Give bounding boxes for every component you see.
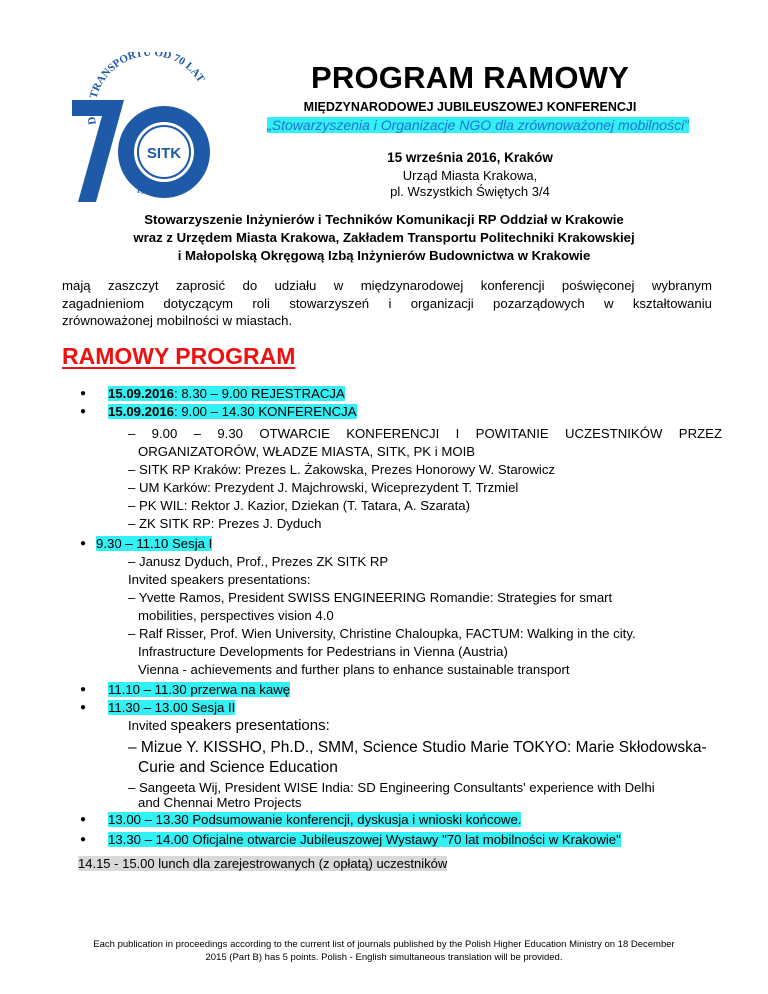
- list-item-registration: [82, 386, 345, 402]
- list-item-session-2: [82, 700, 235, 716]
- slogan-container: [228, 117, 728, 135]
- conference-date-label: 15.09.2016: [108, 404, 175, 419]
- session-2-line-3: – Sangeeta Wij, President WISE India: SD Engineering Consultants' experience with Delhi: [128, 780, 655, 795]
- session-1-line-1: – Yvette Ramos, President SWISS ENGINEERING Romandie: Strategies for smart: [128, 590, 613, 605]
- organizer-line: wraz z Urzędem Miasta Krakowa, Zakładem Transportu Politechniki Krakowskiej: [133, 230, 635, 245]
- coffee-break: 11.10 – 11.30 przerwa na kawę: [108, 682, 291, 697]
- session-1-chair: – Janusz Dyduch, Prof., Prezes ZK SITK RP: [128, 554, 389, 569]
- footer-note: [50, 939, 718, 964]
- opening-line-3: – SITK RP Kraków: Prezes L. Żakowska, Prezes Honorowy W. Starowicz: [128, 462, 556, 477]
- exhibition-text: 13.30 – 14.00 Oficjalne otwarcie Jubileuszowej Wystawy "70 lat mobilności w Krakowie": [108, 832, 621, 847]
- registration-date: 15.09.2016: [108, 386, 175, 401]
- session-1-title: 9.30 – 11.10 Sesja I: [96, 536, 213, 551]
- registration-text: : 8.30 – 9.00 REJESTRACJA: [174, 386, 345, 401]
- organizer-line: i Małopolską Okręgową Izbą Inżynierów Budownictwa w Krakowie: [177, 248, 591, 263]
- bullet-icon: ●: [80, 834, 87, 845]
- intro-line: zrównoważonej mobilności w miastach.: [62, 313, 293, 328]
- bullet-icon: ●: [80, 702, 87, 713]
- session-2-invited: Invited speakers presentations:: [128, 717, 330, 734]
- session-1-line-4: Infrastructure Developments for Pedestrians in Vienna (Austria): [138, 644, 508, 659]
- logo-years: 1946-2016: [135, 181, 175, 197]
- intro-paragraph: [62, 277, 712, 330]
- bullet-icon: ●: [80, 388, 87, 399]
- lunch-note: 14.15 - 15.00 lunch dla zarejestrowanych (z opłatą) uczestników: [78, 856, 448, 871]
- session-1-line-3: – Ralf Risser, Prof. Wien University, Christine Chaloupka, FACTUM: Walking in the city.: [128, 626, 636, 641]
- venue-line-2: pl. Wszystkich Świętych 3/4: [390, 184, 550, 199]
- session-2-line-1: – Mizue Y. KISSHO, Ph.D., SMM, Science Studio Marie TOKYO: Marie Skłodowska-: [128, 739, 707, 756]
- session-2-title: 11.30 – 13.00 Sesja II: [108, 700, 236, 715]
- program-heading: RAMOWY PROGRAM: [62, 343, 296, 369]
- bullet-icon: ●: [80, 538, 87, 549]
- list-item-break: [82, 682, 290, 698]
- session-1-invited: Invited speakers presentations:: [128, 572, 311, 587]
- footer-line-2: 2015 (Part B) has 5 points. Polish - English simultaneous translation will be provided.: [205, 951, 563, 963]
- bullet-icon: ●: [80, 684, 87, 695]
- session-1-line-2: mobilities, perspectives vision 4.0: [138, 608, 334, 623]
- session-2-line-2: Curie and Science Education: [138, 759, 338, 776]
- logo-arc-text: DLA TRANSPORTU OD 70 LAT: [85, 52, 207, 126]
- list-item-summary: [82, 812, 521, 828]
- list-item-session-1: [82, 536, 212, 552]
- opening-line-4: – UM Karków: Prezydent J. Majchrowski, Wiceprezydent T. Trzmiel: [128, 480, 519, 495]
- bullet-icon: ●: [80, 814, 87, 825]
- list-item-exhibition: [82, 832, 621, 848]
- venue-line-1: Urząd Miasta Krakowa,: [402, 168, 538, 183]
- sitk-70-logo: [66, 52, 226, 212]
- intro-line: zagadnieniom dotyczącym roli stowarzyszeń i organizacji pozarządowych w kształtowaniu: [62, 295, 712, 311]
- page-subtitle: MIĘDZYNARODOWEJ JUBILEUSZOWEJ KONFERENCJI: [303, 100, 637, 114]
- conference-date: 15 września 2016, Kraków: [387, 150, 553, 165]
- conference-text: : 9.00 – 14.30 KONFERENCJA: [174, 404, 357, 419]
- organizers-block: [40, 211, 728, 265]
- summary-text: 13.00 – 13.30 Podsumowanie konferencji, dyskusja i wnioski końcowe.: [108, 812, 522, 827]
- session-2-line-4: and Chennai Metro Projects: [138, 795, 302, 810]
- intro-line: mają zaszczyt zaprosić do udziału w międzynarodowej konferencji poświęconej wybranym: [62, 278, 712, 293]
- footer-line-1: Each publication in proceedings according to the current list of journals published by the Polish Higher Education Ministry on 18 December: [93, 939, 675, 950]
- opening-line-1: – 9.00 – 9.30 OTWARCIE KONFERENCJI I POWITANIE UCZESTNIKÓW PRZEZ: [128, 426, 722, 441]
- session-1-line-5: Vienna - achievements and further plans to enhance sustainable transport: [138, 662, 570, 677]
- conference-slogan: „Stowarzyszenia i Organizacje NGO dla zrównoważonej mobilności”: [267, 117, 689, 133]
- organizer-line: Stowarzyszenie Inżynierów i Techników Komunikacji RP Oddział w Krakowie: [144, 212, 624, 227]
- opening-line-2: ORGANIZATORÓW, WŁADZE MIASTA, SITK, PK i MOIB: [138, 444, 476, 459]
- list-item-conference: [82, 404, 357, 420]
- bullet-icon: ●: [80, 406, 87, 417]
- page-title: PROGRAM RAMOWY: [311, 60, 629, 95]
- opening-line-5: – PK WIL: Rektor J. Kazior, Dziekan (T. Tatara, A. Szarata): [128, 498, 471, 513]
- logo-emblem-text: SITK: [146, 145, 182, 162]
- opening-line-6: – ZK SITK RP: Prezes J. Dyduch: [128, 516, 322, 531]
